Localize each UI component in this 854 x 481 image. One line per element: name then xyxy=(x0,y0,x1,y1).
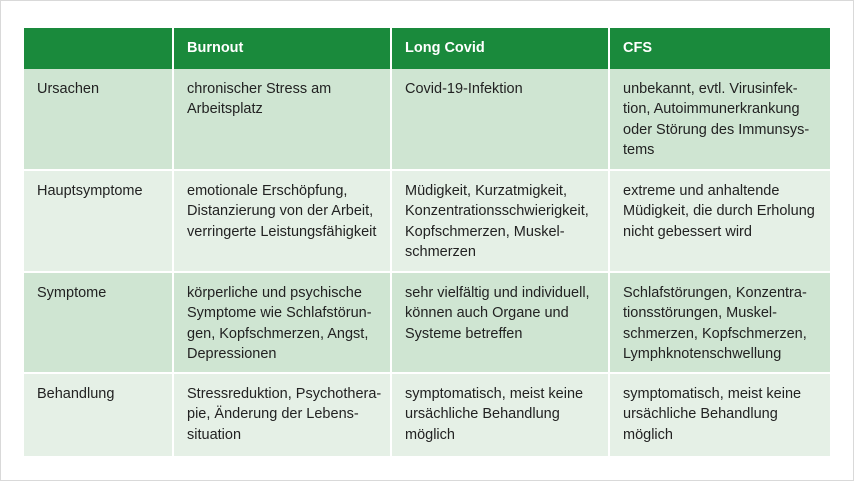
header-long-covid: Long Covid xyxy=(392,28,610,69)
cell-long-covid: sehr vielfältig und individuell, können auch Organe und Systeme betreffen xyxy=(392,273,610,374)
cell-burnout: Stressreduktion, Psychothera- pie, Änderung der Lebens- situation xyxy=(174,374,392,456)
row-label: Ursachen xyxy=(24,69,174,171)
table-row-symptome xyxy=(24,273,830,374)
header-burnout: Burnout xyxy=(174,28,392,69)
header-empty xyxy=(24,28,174,69)
table-row-hauptsymptome xyxy=(24,171,830,273)
table-row-ursachen xyxy=(24,69,830,171)
table-row-behandlung xyxy=(24,374,830,456)
cell-cfs: unbekannt, evtl. Virusinfek- tion, Autoimmunerkrankung oder Störung des Immunsys- tems xyxy=(610,69,830,171)
table-header-row xyxy=(24,28,830,69)
comparison-table xyxy=(24,28,830,456)
cell-burnout: chronischer Stress am Arbeitsplatz xyxy=(174,69,392,171)
cell-long-covid: Müdigkeit, Kurzatmigkeit, Konzentrationsschwierigkeit, Kopfschmerzen, Muskel- schmerzen xyxy=(392,171,610,273)
cell-long-covid: Covid-19-Infektion xyxy=(392,69,610,171)
cell-cfs: extreme und anhaltende Müdigkeit, die durch Erholung nicht gebessert wird xyxy=(610,171,830,273)
row-label: Symptome xyxy=(24,273,174,374)
cell-long-covid: symptomatisch, meist keine ursächliche Behandlung möglich xyxy=(392,374,610,456)
cell-cfs: symptomatisch, meist keine ursächliche Behandlung möglich xyxy=(610,374,830,456)
cell-cfs: Schlafstörungen, Konzentra- tionsstörungen, Muskel- schmerzen, Kopfschmerzen, Lymphknotenschwellung xyxy=(610,273,830,374)
cell-burnout: emotionale Erschöpfung, Distanzierung von der Arbeit, verringerte Leistungsfähigkeit xyxy=(174,171,392,273)
cell-burnout: körperliche und psychische Symptome wie Schlafstörun- gen, Kopfschmerzen, Angst, Depressionen xyxy=(174,273,392,374)
row-label: Behandlung xyxy=(24,374,174,456)
row-label: Hauptsymptome xyxy=(24,171,174,273)
header-cfs: CFS xyxy=(610,28,830,69)
